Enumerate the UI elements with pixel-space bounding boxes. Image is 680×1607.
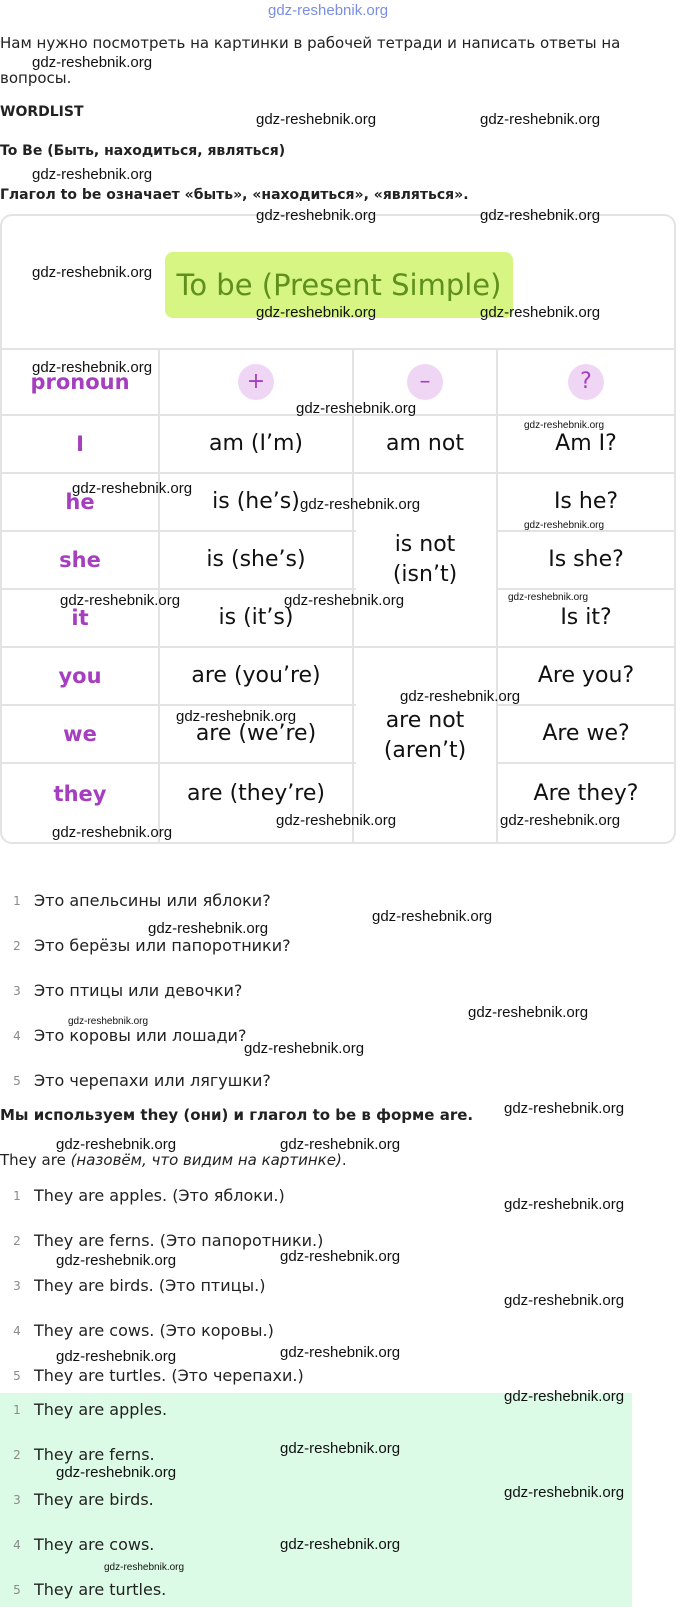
pronoun-we: we	[63, 722, 97, 746]
usage-note: Мы используем they (они) и глагол to be в форме are.	[0, 1106, 474, 1124]
question-you: Are you?	[537, 663, 635, 688]
watermark: gdz-reshebnik.org	[500, 812, 621, 829]
list-item: 5 They are turtles.	[13, 1580, 167, 1599]
watermark: gdz-reshebnik.org	[256, 111, 377, 128]
watermark: gdz-reshebnik.org	[56, 1464, 177, 1481]
list-item: 3 They are birds.	[13, 1490, 154, 1509]
positive-i: am (I’m)	[209, 431, 303, 456]
to-be-heading: To Be (Быть, находиться, являться)	[0, 143, 286, 159]
watermark: gdz-reshebnik.org	[56, 1136, 177, 1153]
list-item: 4 They are cows. (Это коровы.)	[13, 1321, 274, 1340]
site-watermark: gdz-reshebnik.org	[268, 2, 389, 19]
watermark: gdz-reshebnik.org	[244, 1040, 365, 1057]
intro-line-2: вопросы.	[0, 69, 72, 87]
positive-it: is (it’s)	[218, 605, 294, 630]
watermark: gdz-reshebnik.org	[56, 1348, 177, 1365]
watermark: gdz-reshebnik.org	[480, 304, 601, 321]
header-pronoun: pronoun	[30, 370, 130, 394]
pronoun-it: it	[71, 606, 89, 630]
list-item: 1 Это апельсины или яблоки?	[13, 891, 271, 910]
watermark: gdz-reshebnik.org	[56, 1252, 177, 1269]
watermark: gdz-reshebnik.org	[256, 207, 377, 224]
watermark: gdz-reshebnik.org	[276, 812, 397, 829]
pronoun-he: he	[65, 490, 95, 514]
negative-are-short: (aren’t)	[383, 738, 467, 763]
question-she: Is she?	[548, 547, 624, 572]
watermark: gdz-reshebnik.org	[504, 1484, 625, 1501]
watermark: gdz-reshebnik.org	[32, 166, 153, 183]
question-he: Is he?	[553, 489, 619, 514]
intro-line-1: Нам нужно посмотреть на картинки в рабочей тетради и написать ответы на	[0, 34, 621, 52]
pattern-line: They are (назовём, что видим на картинке).	[0, 1151, 347, 1169]
watermark: gdz-reshebnik.org	[280, 1536, 401, 1553]
positive-they: are (they’re)	[187, 781, 325, 806]
watermark: gdz-reshebnik.org	[300, 496, 421, 513]
watermark: gdz-reshebnik.org	[400, 688, 521, 705]
watermark: gdz-reshebnik.org	[504, 1388, 625, 1405]
list-item: 2 Это берёзы или папоротники?	[13, 936, 291, 955]
watermark: gdz-reshebnik.org	[480, 111, 601, 128]
watermark: gdz-reshebnik.org	[52, 824, 173, 841]
list-item: 1 They are apples.	[13, 1400, 168, 1419]
watermark: gdz-reshebnik.org	[480, 207, 601, 224]
watermark: gdz-reshebnik.org	[60, 592, 181, 609]
pronoun-i: I	[76, 432, 84, 456]
watermark: gdz-reshebnik.org	[32, 264, 153, 281]
watermark: gdz-reshebnik.org	[504, 1196, 625, 1213]
positive-he: is (he’s)	[212, 489, 300, 514]
watermark: gdz-reshebnik.org	[508, 592, 589, 603]
watermark: gdz-reshebnik.org	[68, 1016, 149, 1027]
negative-is-full: is not	[394, 532, 456, 557]
question-they: Are they?	[533, 781, 639, 806]
pronoun-she: she	[59, 548, 101, 572]
list-item: 5 They are turtles. (Это черепахи.)	[13, 1366, 304, 1385]
watermark: gdz-reshebnik.org	[72, 480, 193, 497]
watermark: gdz-reshebnik.org	[176, 708, 297, 725]
question-it: Is it?	[560, 605, 612, 630]
positive-she: is (she’s)	[206, 547, 306, 572]
header-plus	[160, 350, 352, 414]
header-minus	[354, 350, 496, 414]
list-item: 2 They are ferns.	[13, 1445, 155, 1464]
table-title: To be (Present Simple)	[165, 252, 513, 318]
list-item: 4 They are cows.	[13, 1535, 155, 1554]
to-be-table	[0, 214, 676, 844]
question-we: Are we?	[542, 721, 630, 746]
question-icon: ?	[568, 364, 604, 400]
watermark: gdz-reshebnik.org	[504, 1100, 625, 1117]
negative-are	[354, 648, 496, 824]
pronoun-you: you	[58, 664, 102, 688]
watermark: gdz-reshebnik.org	[148, 920, 269, 937]
negative-is	[354, 474, 496, 646]
question-i: Am I?	[555, 431, 617, 456]
list-item: 3 Это птицы или девочки?	[13, 981, 243, 1000]
watermark: gdz-reshebnik.org	[256, 304, 377, 321]
watermark: gdz-reshebnik.org	[468, 1004, 589, 1021]
negative-is-short: (isn’t)	[392, 562, 458, 587]
list-item: 4 Это коровы или лошади?	[13, 1026, 247, 1045]
negative-am: am not	[386, 431, 464, 456]
watermark: gdz-reshebnik.org	[280, 1136, 401, 1153]
positive-we: are (we’re)	[195, 721, 317, 746]
watermark: gdz-reshebnik.org	[296, 400, 417, 417]
pronoun-they: they	[53, 782, 107, 806]
watermark: gdz-reshebnik.org	[280, 1440, 401, 1457]
watermark: gdz-reshebnik.org	[372, 908, 493, 925]
minus-icon: –	[407, 364, 443, 400]
watermark: gdz-reshebnik.org	[280, 1248, 401, 1265]
positive-you: are (you’re)	[191, 663, 321, 688]
watermark: gdz-reshebnik.org	[32, 359, 153, 376]
watermark: gdz-reshebnik.org	[504, 1292, 625, 1309]
header-question	[498, 350, 674, 414]
wordlist-label: WORDLIST	[0, 104, 84, 120]
watermark: gdz-reshebnik.org	[32, 54, 153, 71]
list-item: 2 They are ferns. (Это папоротники.)	[13, 1231, 324, 1250]
to-be-meaning: Глагол to be означает «быть», «находиться», «являться».	[0, 187, 469, 203]
watermark: gdz-reshebnik.org	[104, 1562, 185, 1573]
negative-are-full: are not	[385, 708, 465, 733]
watermark: gdz-reshebnik.org	[284, 592, 405, 609]
list-item: 5 Это черепахи или лягушки?	[13, 1071, 271, 1090]
watermark: gdz-reshebnik.org	[524, 420, 605, 431]
list-item: 1 They are apples. (Это яблоки.)	[13, 1186, 285, 1205]
plus-icon: +	[238, 364, 274, 400]
watermark: gdz-reshebnik.org	[280, 1344, 401, 1361]
watermark: gdz-reshebnik.org	[524, 520, 605, 531]
list-item: 3 They are birds. (Это птицы.)	[13, 1276, 266, 1295]
